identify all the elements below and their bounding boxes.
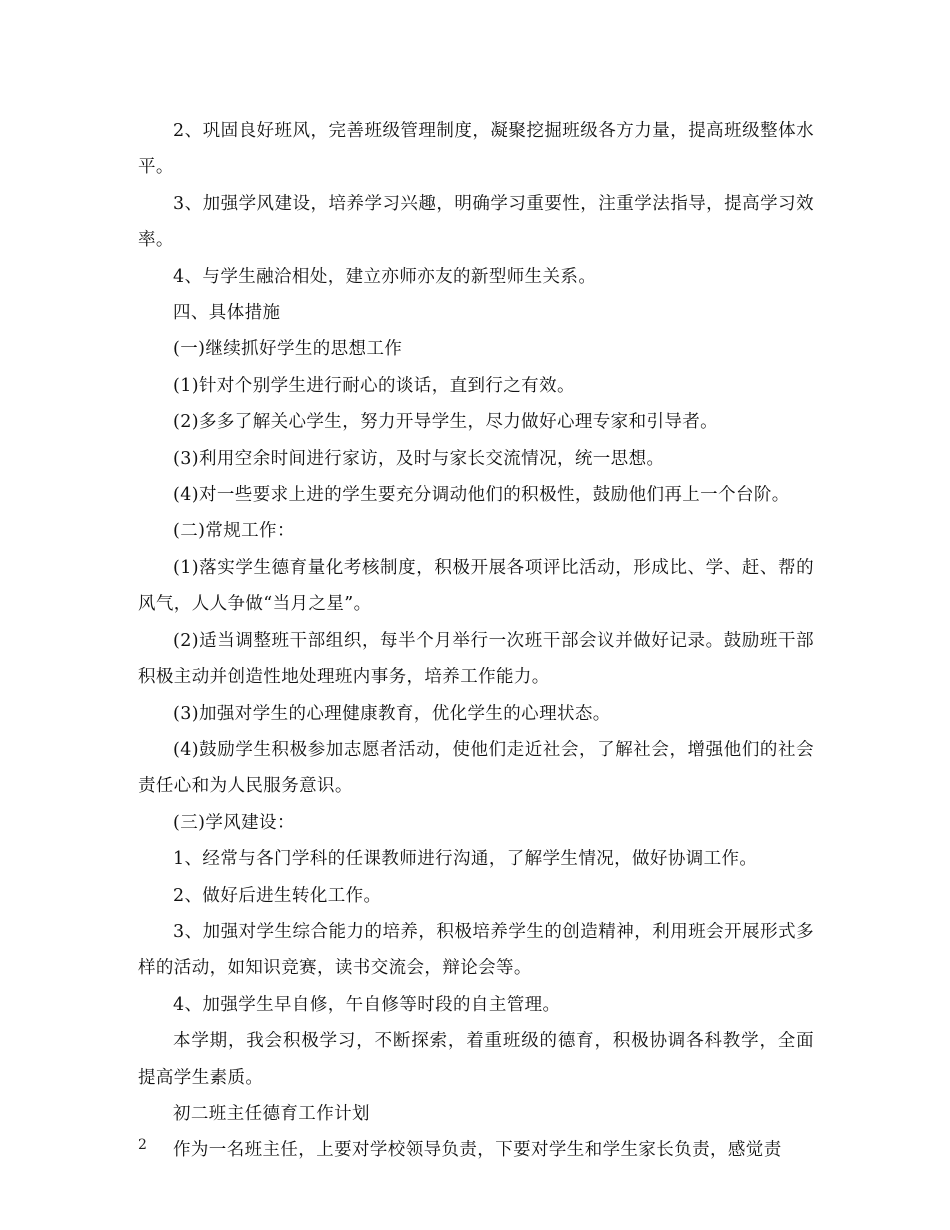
paragraph: (4)对一些要求上进的学生要充分调动他们的积极性，鼓励他们再上一个台阶。 [173,485,790,506]
paragraph: 1、经常与各门学科的任课教师进行沟通，了解学生情况，做好协调工作。 [173,849,758,870]
paragraph: 作为一名班主任，上要对学校领导负责，下要对学生和学生家长负责，感觉责 [173,1140,782,1161]
paragraph: (4)鼓励学生积极参加志愿者活动，使他们走近社会，了解社会，增强他们的社会责任心和为人民服务意识。 [138,739,814,797]
subsection-heading: (二)常规工作： [173,521,295,542]
paragraph: 4、加强学生早自修，午自修等时段的自主管理。 [173,994,561,1015]
paragraph: (1)针对个别学生进行耐心的谈话，直到行之有效。 [173,375,575,396]
paragraph: 4、与学生融洽相处，建立亦师亦友的新型师生关系。 [173,266,597,287]
paragraph: (2)适当调整班干部组织，每半个月举行一次班干部会议并做好记录。鼓励班干部积极主动并创造性地处理班内事务，培养工作能力。 [138,630,814,688]
subsection-heading: (一)继续抓好学生的思想工作 [173,339,403,360]
page-number: 2 [138,1137,147,1153]
section-heading: 四、具体措施 [173,303,281,324]
document-title: 初二班主任德育工作计划 [173,1103,370,1124]
paragraph: (1)落实学生德育量化考核制度，积极开展各项评比活动，形成比、学、赶、帮的风气，人人争做“当月之星”。 [138,557,814,615]
paragraph: (2)多多了解关心学生，努力开导学生，尽力做好心理专家和引导者。 [173,412,719,433]
paragraph: (3)加强对学生的心理健康教育，优化学生的心理状态。 [173,703,611,724]
document-body [138,113,814,1169]
paragraph: 2、巩固良好班风，完善班级管理制度，凝聚挖掘班级各方力量，提高班级整体水平。 [138,121,814,178]
paragraph: 2、做好后进生转化工作。 [173,885,382,906]
paragraph: 3、加强对学生综合能力的培养，积极培养学生的创造精神，利用班会开展形式多样的活动，如知识竞赛，读书交流会，辩论会等。 [138,921,814,979]
paragraph: 本学期，我会积极学习，不断探索，着重班级的德育，积极协调各科教学，全面提高学生素质。 [138,1031,814,1088]
paragraph: 3、加强学风建设，培养学习兴趣，明确学习重要性，注重学法指导，提高学习效率。 [138,193,814,251]
paragraph: (3)利用空余时间进行家访，及时与家长交流情况，统一思想。 [173,448,665,469]
subsection-heading: (三)学风建设： [173,812,295,833]
